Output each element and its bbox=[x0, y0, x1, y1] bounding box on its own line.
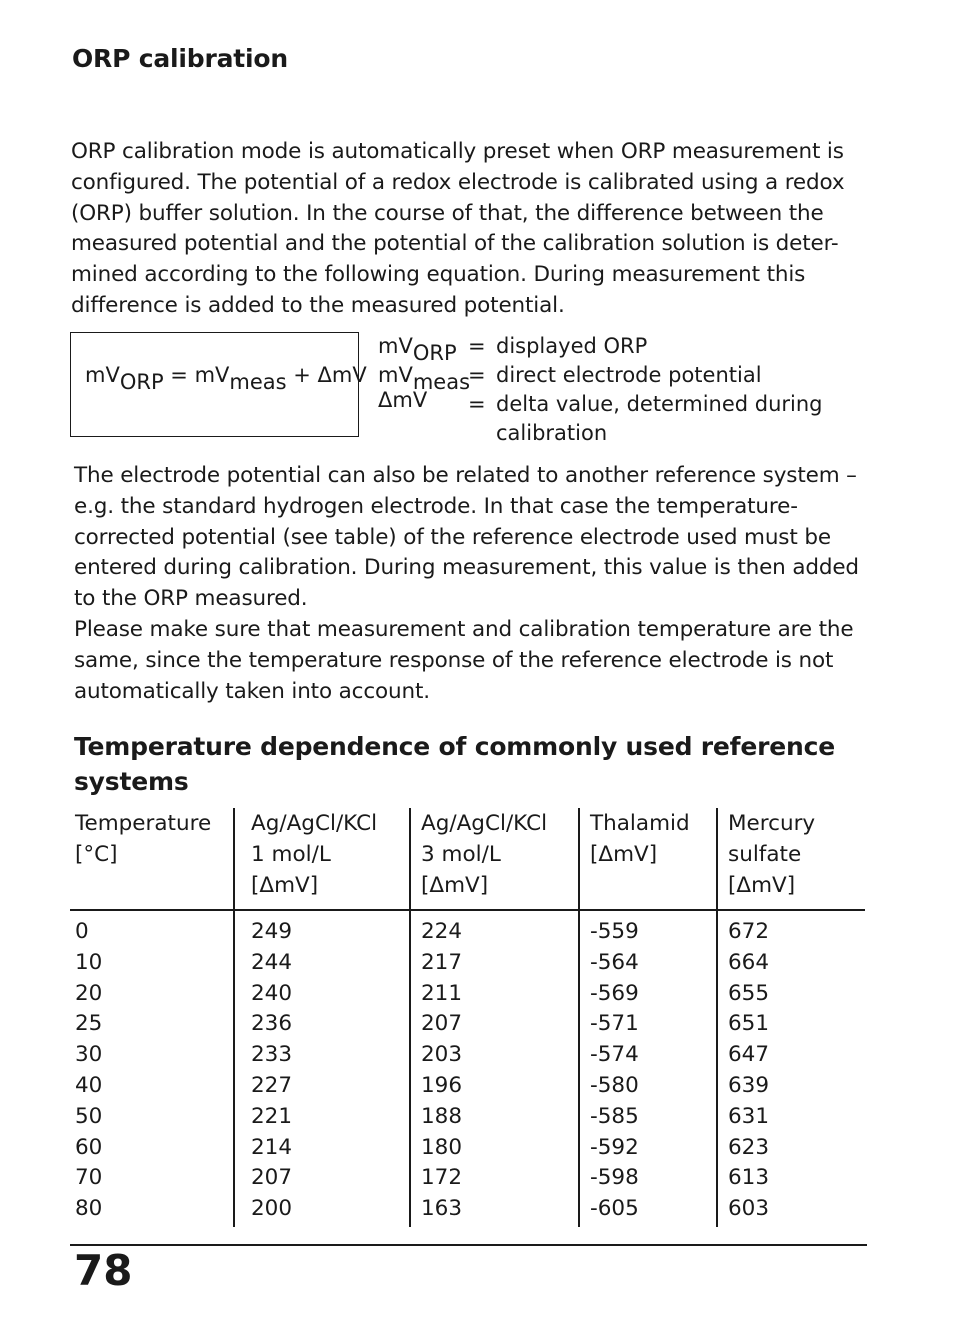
page-heading: ORP calibration bbox=[72, 44, 288, 73]
column-agagcl-1mol bbox=[251, 917, 292, 1225]
legend-equals: = bbox=[468, 334, 486, 358]
header-mercury-sulfate: Mercury sulfate [ΔmV] bbox=[728, 811, 816, 898]
body-line: Please make sure that measurement and calibration temperature are the bbox=[74, 616, 854, 642]
intro-line: ORP calibration mode is automatically preset when ORP measurement is bbox=[71, 139, 844, 164]
body-line: corrected potential (see table) of the reference electrode used must be bbox=[74, 524, 831, 550]
footer-rule bbox=[70, 1244, 867, 1246]
table-cell: 40 bbox=[75, 1072, 103, 1098]
table-cell: 651 bbox=[728, 1011, 770, 1037]
column-thalamid bbox=[590, 917, 639, 1225]
intro-line: (ORP) buffer solution. In the course of that, the difference between the bbox=[71, 200, 824, 226]
header-agagcl-1mol: Ag/AgCl/KCl 1 mol/L [ΔmV] bbox=[251, 811, 378, 898]
body-line: automatically taken into account. bbox=[74, 678, 430, 704]
table-cell: 664 bbox=[728, 949, 770, 975]
table-heading-line: Temperature dependence of commonly used reference bbox=[74, 732, 835, 761]
body-line: to the ORP measured. bbox=[74, 586, 308, 612]
table-cell: 203 bbox=[421, 1042, 463, 1068]
column-mercury-sulfate bbox=[728, 917, 769, 1225]
table-cell: 244 bbox=[251, 949, 293, 975]
body-line: e.g. the standard hydrogen electrode. In that case the temperature- bbox=[74, 493, 798, 519]
header-thalamid: Thalamid [ΔmV] bbox=[590, 811, 690, 867]
body-line: The electrode potential can also be related to another reference system – bbox=[74, 463, 857, 488]
intro-line: difference is added to the measured potential. bbox=[71, 292, 565, 318]
table-cell: 672 bbox=[728, 919, 770, 944]
table-cell: -592 bbox=[590, 1134, 639, 1160]
equation-eq: = mV bbox=[163, 363, 230, 387]
table-cell: 200 bbox=[251, 1196, 293, 1222]
table-cell: 224 bbox=[421, 919, 463, 944]
legend-definition: calibration bbox=[496, 421, 608, 445]
body-line: same, since the temperature response of the reference electrode is not bbox=[74, 647, 834, 673]
table-cell: 80 bbox=[75, 1196, 103, 1222]
column-agagcl-3mol bbox=[421, 917, 462, 1225]
table-cell: 655 bbox=[728, 980, 770, 1006]
table-cell: 196 bbox=[421, 1072, 463, 1098]
table-cell: 214 bbox=[251, 1134, 293, 1160]
table-cell: 211 bbox=[421, 980, 463, 1006]
table-cell: 623 bbox=[728, 1134, 770, 1160]
table-cell: 631 bbox=[728, 1103, 770, 1129]
legend-equals: = bbox=[468, 392, 486, 416]
table-cell: -585 bbox=[590, 1103, 639, 1129]
table-cell: -574 bbox=[590, 1042, 639, 1068]
column-temperature bbox=[75, 917, 102, 1225]
legend-symbol: $mV_{meas}$ bbox=[378, 363, 471, 394]
legend-row bbox=[0, 388, 954, 422]
table-heading-line: systems bbox=[74, 767, 189, 796]
header-agagcl-3mol: Ag/AgCl/KCl 3 mol/L [ΔmV] bbox=[421, 811, 548, 898]
table-cell: 70 bbox=[75, 1165, 103, 1191]
table-cell: 647 bbox=[728, 1042, 770, 1068]
legend-definition: delta value, determined during bbox=[496, 392, 823, 416]
body-line: entered during calibration. During measurement, this value is then added bbox=[74, 555, 859, 581]
table-cell: 227 bbox=[251, 1072, 293, 1098]
table-column-divider bbox=[716, 808, 718, 1227]
intro-line: mined according to the following equation. During measurement this bbox=[71, 262, 806, 288]
table-cell: 20 bbox=[75, 980, 103, 1006]
table-cell: 60 bbox=[75, 1134, 103, 1160]
legend-symbol: ΔmV bbox=[378, 388, 428, 412]
intro-paragraph bbox=[71, 137, 844, 322]
intro-line: configured. The potential of a redox electrode is calibrated using a redox bbox=[71, 169, 845, 195]
equation-rhs: + ΔmV bbox=[286, 363, 367, 387]
table-cell: -605 bbox=[590, 1196, 639, 1222]
body-paragraph bbox=[74, 461, 859, 707]
table-cell: -580 bbox=[590, 1072, 639, 1098]
table-cell: -559 bbox=[590, 919, 639, 944]
header-temperature: Temperature [°C] bbox=[75, 811, 212, 867]
table-cell: 236 bbox=[251, 1011, 293, 1037]
table-cell: 0 bbox=[75, 919, 89, 944]
table-cell: -571 bbox=[590, 1011, 639, 1037]
table-cell: 240 bbox=[251, 980, 293, 1006]
table-cell: 172 bbox=[421, 1165, 463, 1191]
table-column-divider bbox=[233, 808, 235, 1227]
equation-lhs: mV bbox=[85, 363, 120, 387]
table-cell: 30 bbox=[75, 1042, 103, 1068]
legend-symbol: $mV_{ORP}$ bbox=[378, 334, 457, 365]
legend-definition: direct electrode potential bbox=[496, 363, 762, 387]
table-cell: 207 bbox=[251, 1165, 293, 1191]
table-cell: 217 bbox=[421, 949, 463, 975]
table-cell: 221 bbox=[251, 1103, 293, 1129]
table-column-divider bbox=[578, 808, 580, 1227]
intro-line: measured potential and the potential of the calibration solution is deter- bbox=[71, 231, 839, 257]
page-number: 78 bbox=[74, 1246, 133, 1295]
table-column-divider bbox=[409, 808, 411, 1227]
table-cell: 233 bbox=[251, 1042, 293, 1068]
table-cell: 639 bbox=[728, 1072, 770, 1098]
legend-equals: = bbox=[468, 363, 486, 387]
legend-row bbox=[0, 421, 954, 451]
equation-meas-sub: meas bbox=[229, 370, 287, 394]
table-cell: 50 bbox=[75, 1103, 103, 1129]
table-cell: 613 bbox=[728, 1165, 770, 1191]
table-header-rule bbox=[70, 909, 865, 911]
legend-definition: displayed ORP bbox=[496, 334, 648, 358]
legend-row bbox=[0, 334, 954, 364]
table-cell: 180 bbox=[421, 1134, 463, 1160]
table-heading bbox=[74, 729, 835, 799]
table-cell: -569 bbox=[590, 980, 639, 1006]
table-cell: 603 bbox=[728, 1196, 770, 1222]
table-cell: 249 bbox=[251, 919, 293, 944]
table-cell: 10 bbox=[75, 949, 103, 975]
legend-row bbox=[0, 363, 954, 393]
table-cell: -564 bbox=[590, 949, 639, 975]
table-cell: 163 bbox=[421, 1196, 463, 1222]
table-cell: 188 bbox=[421, 1103, 463, 1129]
table-cell: 25 bbox=[75, 1011, 103, 1037]
table-cell: -598 bbox=[590, 1165, 639, 1191]
equation-lhs-sub: ORP bbox=[119, 370, 164, 394]
table-cell: 207 bbox=[421, 1011, 463, 1037]
